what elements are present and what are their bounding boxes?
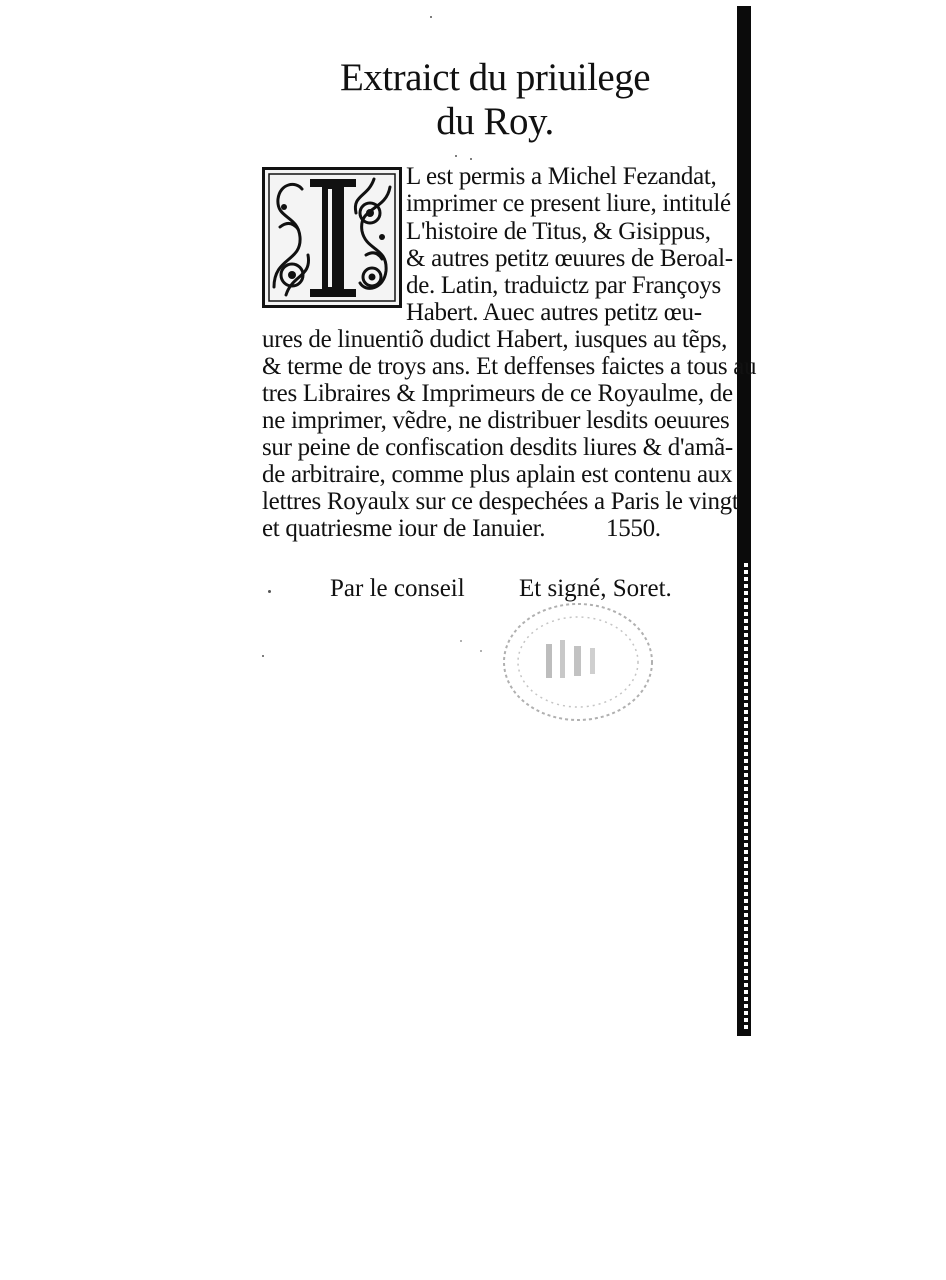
text-line-14: et quatriesme iour de Ianuier. (262, 515, 546, 542)
text-line-11: sur peine de confiscation desdits liures & d'amã- (262, 434, 733, 461)
title-line-2: du Roy. (436, 100, 554, 143)
scan-speck (262, 655, 264, 657)
year-text: 1550. (606, 515, 661, 542)
scan-speck (430, 16, 432, 18)
text-line-12: de arbitraire, comme plus aplain est contenu aux (262, 461, 733, 488)
signature-left: Par le conseil (330, 575, 465, 602)
title-line-1: Extraict du priuilege (339, 56, 651, 99)
page-edge-marks (744, 560, 748, 1030)
scan-speck (460, 640, 462, 642)
text-line-5: de. Latin, traduictz par Françoys (406, 272, 721, 299)
scan-speck (455, 155, 457, 157)
text-line-3: L'histoire de Titus, & Gisippus, (406, 218, 711, 245)
text-line-2: imprimer ce present liure, intitulé (406, 190, 731, 217)
text-line-6: Habert. Auec autres petitz œu- (406, 299, 702, 326)
text-line-7: ures de linuentiõ dudict Habert, iusques au tẽps, (262, 326, 728, 353)
scan-speck (480, 650, 482, 652)
text-line-10: ne imprimer, vẽdre, ne distribuer lesdits oeuures (262, 407, 730, 434)
scan-speck (268, 590, 271, 593)
text-line-4: & autres petitz œuures de Beroal- (406, 245, 733, 272)
text-line-9: tres Libraires & Imprimeurs de ce Royaulme, de (262, 380, 733, 407)
text-line-8: & terme de troys ans. Et deffenses faictes a tous au (262, 353, 757, 380)
text-line-1: L est permis a Michel Fezandat, (406, 163, 717, 190)
library-stamp (498, 598, 658, 726)
signature-right: Et signé, Soret. (519, 575, 672, 602)
text-line-13: lettres Royaulx sur ce despechées a Paris le vingt (262, 488, 739, 515)
decorated-initial (262, 167, 402, 308)
scan-speck (470, 158, 472, 160)
